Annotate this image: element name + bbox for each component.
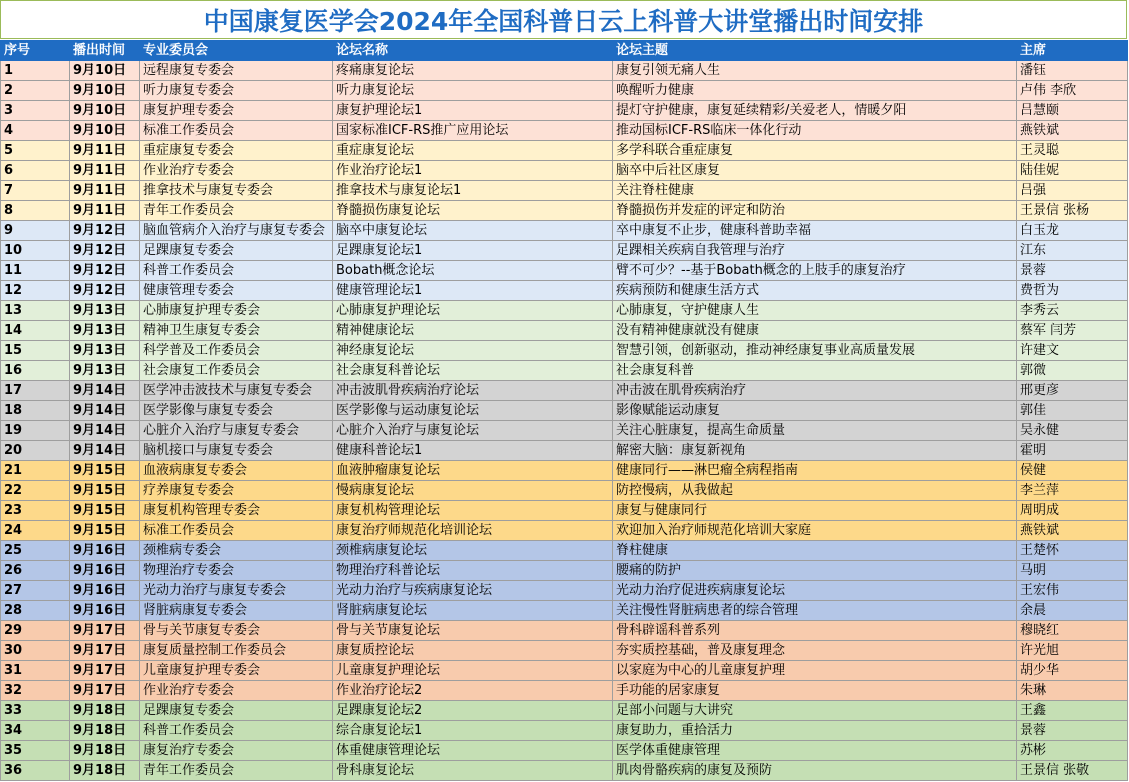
cell-chair[interactable]: 白玉龙 — [1017, 221, 1128, 241]
cell-forum-topic[interactable]: 医学体重健康管理 — [613, 741, 1017, 761]
table-row — [1, 461, 1128, 481]
cell-forum-name[interactable]: 推拿技术与康复论坛1 — [333, 181, 613, 201]
table-row — [1, 581, 1128, 601]
table-row — [1, 601, 1128, 621]
cell-forum-topic[interactable]: 卒中康复不止步，健康科普助幸福 — [613, 221, 1017, 241]
cell-chair[interactable]: 王景信 张敬 — [1017, 761, 1128, 781]
cell-forum-topic[interactable]: 以家庭为中心的儿童康复护理 — [613, 661, 1017, 681]
cell-forum-name[interactable]: 医学影像与运动康复论坛 — [333, 401, 613, 421]
cell-forum-topic[interactable]: 光动力治疗促进疾病康复论坛 — [613, 581, 1017, 601]
cell-air-time[interactable]: 9月14日 — [70, 401, 140, 421]
cell-committee[interactable]: 精神卫生康复专委会 — [140, 321, 333, 341]
page-title: 中国康复医学会2024年全国科普日云上科普大讲堂播出时间安排 — [203, 6, 924, 36]
cell-air-time[interactable]: 9月13日 — [70, 361, 140, 381]
table-row — [1, 241, 1128, 261]
table-row — [1, 561, 1128, 581]
cell-forum-name[interactable]: 足踝康复论坛2 — [333, 701, 613, 721]
cell-chair[interactable]: 周明成 — [1017, 501, 1128, 521]
cell-forum-name[interactable]: 社会康复科普论坛 — [333, 361, 613, 381]
cell-index[interactable]: 23 — [1, 501, 70, 521]
cell-committee[interactable]: 康复质量控制工作委员会 — [140, 641, 333, 661]
cell-committee[interactable]: 作业治疗专委会 — [140, 161, 333, 181]
cell-forum-topic[interactable]: 臂不可少？--基于Bobath概念的上肢手的康复治疗 — [613, 261, 1017, 281]
cell-index[interactable]: 32 — [1, 681, 70, 701]
cell-chair[interactable]: 江东 — [1017, 241, 1128, 261]
cell-chair[interactable]: 郭佳 — [1017, 401, 1128, 421]
table-row — [1, 681, 1128, 701]
cell-forum-name[interactable]: 足踝康复论坛1 — [333, 241, 613, 261]
cell-forum-topic[interactable]: 疾病预防和健康生活方式 — [613, 281, 1017, 301]
cell-forum-name[interactable]: 康复质控论坛 — [333, 641, 613, 661]
cell-committee[interactable]: 疗养康复专委会 — [140, 481, 333, 501]
cell-forum-name[interactable]: 心脏介入治疗与康复论坛 — [333, 421, 613, 441]
cell-forum-topic[interactable]: 腰痛的防护 — [613, 561, 1017, 581]
cell-index[interactable]: 34 — [1, 721, 70, 741]
cell-chair[interactable]: 燕铁斌 — [1017, 521, 1128, 541]
cell-index[interactable]: 31 — [1, 661, 70, 681]
cell-air-time[interactable]: 9月12日 — [70, 241, 140, 261]
cell-committee[interactable]: 健康管理专委会 — [140, 281, 333, 301]
cell-forum-topic[interactable]: 足部小问题与大讲究 — [613, 701, 1017, 721]
cell-committee[interactable]: 康复治疗专委会 — [140, 741, 333, 761]
table-row — [1, 81, 1128, 101]
cell-forum-name[interactable]: 血液肿瘤康复论坛 — [333, 461, 613, 481]
cell-air-time[interactable]: 9月16日 — [70, 601, 140, 621]
cell-index[interactable]: 3 — [1, 101, 70, 121]
cell-forum-name[interactable]: 听力康复论坛 — [333, 81, 613, 101]
cell-chair[interactable]: 马明 — [1017, 561, 1128, 581]
cell-air-time[interactable]: 9月13日 — [70, 321, 140, 341]
cell-forum-name[interactable]: 作业治疗论坛2 — [333, 681, 613, 701]
cell-forum-name[interactable]: 精神健康论坛 — [333, 321, 613, 341]
cell-committee[interactable]: 心脏介入治疗与康复专委会 — [140, 421, 333, 441]
cell-committee[interactable]: 社会康复工作委员会 — [140, 361, 333, 381]
cell-air-time[interactable]: 9月16日 — [70, 581, 140, 601]
cell-committee[interactable]: 科普工作委员会 — [140, 261, 333, 281]
cell-committee[interactable]: 肾脏病康复专委会 — [140, 601, 333, 621]
cell-forum-topic[interactable]: 关注脊柱健康 — [613, 181, 1017, 201]
table-row — [1, 761, 1128, 781]
cell-forum-topic[interactable]: 足踝相关疾病自我管理与治疗 — [613, 241, 1017, 261]
cell-forum-name[interactable]: 肾脏病康复论坛 — [333, 601, 613, 621]
cell-forum-topic[interactable]: 社会康复科普 — [613, 361, 1017, 381]
cell-forum-name[interactable]: 健康管理论坛1 — [333, 281, 613, 301]
cell-chair[interactable]: 李兰萍 — [1017, 481, 1128, 501]
cell-chair[interactable]: 卢伟 李欣 — [1017, 81, 1128, 101]
cell-air-time[interactable]: 9月13日 — [70, 341, 140, 361]
table-row — [1, 661, 1128, 681]
cell-index[interactable]: 13 — [1, 301, 70, 321]
cell-forum-name[interactable]: 国家标准ICF-RS推广应用论坛 — [333, 121, 613, 141]
cell-forum-name[interactable]: 重症康复论坛 — [333, 141, 613, 161]
cell-chair[interactable]: 穆晓红 — [1017, 621, 1128, 641]
cell-index[interactable]: 18 — [1, 401, 70, 421]
cell-index[interactable]: 30 — [1, 641, 70, 661]
table-row — [1, 721, 1128, 741]
cell-forum-name[interactable]: 骨科康复论坛 — [333, 761, 613, 781]
cell-forum-topic[interactable]: 唤醒听力健康 — [613, 81, 1017, 101]
table-row — [1, 281, 1128, 301]
cell-chair[interactable]: 李秀云 — [1017, 301, 1128, 321]
cell-committee[interactable]: 脑血管病介入治疗与康复专委会 — [140, 221, 333, 241]
header-forum-topic[interactable]: 论坛主题 — [613, 41, 1017, 61]
cell-air-time[interactable]: 9月18日 — [70, 741, 140, 761]
cell-chair[interactable]: 胡少华 — [1017, 661, 1128, 681]
cell-forum-topic[interactable]: 关注慢性肾脏病患者的综合管理 — [613, 601, 1017, 621]
cell-forum-name[interactable]: 健康科普论坛1 — [333, 441, 613, 461]
cell-chair[interactable]: 吴永健 — [1017, 421, 1128, 441]
header-forum-name[interactable]: 论坛名称 — [333, 41, 613, 61]
cell-chair[interactable]: 吕强 — [1017, 181, 1128, 201]
cell-chair[interactable]: 苏彬 — [1017, 741, 1128, 761]
cell-forum-name[interactable]: 康复护理论坛1 — [333, 101, 613, 121]
table-row — [1, 221, 1128, 241]
page-title-cell — [0, 0, 1127, 39]
cell-index[interactable]: 1 — [1, 61, 70, 81]
cell-forum-name[interactable]: Bobath概念论坛 — [333, 261, 613, 281]
cell-index[interactable]: 15 — [1, 341, 70, 361]
cell-air-time[interactable]: 9月11日 — [70, 141, 140, 161]
table-row — [1, 101, 1128, 121]
cell-air-time[interactable]: 9月12日 — [70, 281, 140, 301]
cell-air-time[interactable]: 9月10日 — [70, 81, 140, 101]
cell-index[interactable]: 7 — [1, 181, 70, 201]
cell-air-time[interactable]: 9月17日 — [70, 641, 140, 661]
cell-forum-name[interactable]: 冲击波肌骨疾病治疗论坛 — [333, 381, 613, 401]
cell-index[interactable]: 19 — [1, 421, 70, 441]
cell-index[interactable]: 8 — [1, 201, 70, 221]
cell-forum-name[interactable]: 康复机构管理论坛 — [333, 501, 613, 521]
cell-air-time[interactable]: 9月17日 — [70, 681, 140, 701]
table-row — [1, 521, 1128, 541]
table-row — [1, 421, 1128, 441]
cell-forum-topic[interactable]: 冲击波在肌骨疾病治疗 — [613, 381, 1017, 401]
table-row — [1, 121, 1128, 141]
table-row — [1, 621, 1128, 641]
cell-forum-topic[interactable]: 脊髓损伤并发症的评定和防治 — [613, 201, 1017, 221]
table-row — [1, 401, 1128, 421]
cell-forum-topic[interactable]: 骨科辟谣科普系列 — [613, 621, 1017, 641]
cell-index[interactable]: 12 — [1, 281, 70, 301]
cell-forum-topic[interactable]: 肌肉骨骼疾病的康复及预防 — [613, 761, 1017, 781]
table-row — [1, 541, 1128, 561]
table-row — [1, 161, 1128, 181]
cell-index[interactable]: 25 — [1, 541, 70, 561]
cell-forum-topic[interactable]: 夯实质控基础，普及康复理念 — [613, 641, 1017, 661]
cell-forum-topic[interactable]: 健康同行——淋巴瘤全病程指南 — [613, 461, 1017, 481]
cell-forum-topic[interactable]: 康复与健康同行 — [613, 501, 1017, 521]
cell-index[interactable]: 20 — [1, 441, 70, 461]
cell-chair[interactable]: 许建文 — [1017, 341, 1128, 361]
cell-committee[interactable]: 医学影像与康复专委会 — [140, 401, 333, 421]
cell-forum-topic[interactable]: 多学科联合重症康复 — [613, 141, 1017, 161]
cell-forum-topic[interactable]: 关注心脏康复，提高生命质量 — [613, 421, 1017, 441]
cell-air-time[interactable]: 9月10日 — [70, 101, 140, 121]
cell-air-time[interactable]: 9月14日 — [70, 441, 140, 461]
cell-chair[interactable]: 王灵聪 — [1017, 141, 1128, 161]
header-index[interactable]: 序号 — [1, 41, 70, 61]
cell-air-time[interactable]: 9月18日 — [70, 721, 140, 741]
cell-index[interactable]: 10 — [1, 241, 70, 261]
header-air-time[interactable]: 播出时间 — [70, 41, 140, 61]
cell-committee[interactable]: 推拿技术与康复专委会 — [140, 181, 333, 201]
cell-forum-name[interactable]: 神经康复论坛 — [333, 341, 613, 361]
cell-chair[interactable]: 许光旭 — [1017, 641, 1128, 661]
cell-air-time[interactable]: 9月11日 — [70, 161, 140, 181]
cell-committee[interactable]: 血液病康复专委会 — [140, 461, 333, 481]
cell-air-time[interactable]: 9月14日 — [70, 421, 140, 441]
cell-index[interactable]: 16 — [1, 361, 70, 381]
cell-committee[interactable]: 脑机接口与康复专委会 — [140, 441, 333, 461]
cell-air-time[interactable]: 9月16日 — [70, 561, 140, 581]
table-row — [1, 341, 1128, 361]
cell-committee[interactable]: 医学冲击波技术与康复专委会 — [140, 381, 333, 401]
cell-air-time[interactable]: 9月12日 — [70, 261, 140, 281]
cell-forum-name[interactable]: 慢病康复论坛 — [333, 481, 613, 501]
cell-chair[interactable]: 燕铁斌 — [1017, 121, 1128, 141]
cell-committee[interactable]: 远程康复专委会 — [140, 61, 333, 81]
cell-committee[interactable]: 标准工作委员会 — [140, 521, 333, 541]
cell-air-time[interactable]: 9月15日 — [70, 501, 140, 521]
cell-air-time[interactable]: 9月12日 — [70, 221, 140, 241]
cell-forum-name[interactable]: 疼痛康复论坛 — [333, 61, 613, 81]
table-row — [1, 261, 1128, 281]
cell-air-time[interactable]: 9月18日 — [70, 761, 140, 781]
cell-committee[interactable]: 颈椎病专委会 — [140, 541, 333, 561]
cell-air-time[interactable]: 9月13日 — [70, 301, 140, 321]
cell-committee[interactable]: 青年工作委员会 — [140, 761, 333, 781]
cell-index[interactable]: 17 — [1, 381, 70, 401]
cell-forum-name[interactable]: 骨与关节康复论坛 — [333, 621, 613, 641]
cell-chair[interactable]: 王景信 张杨 — [1017, 201, 1128, 221]
cell-air-time[interactable]: 9月15日 — [70, 521, 140, 541]
header-committee[interactable]: 专业委员会 — [140, 41, 333, 61]
table-row — [1, 641, 1128, 661]
cell-air-time[interactable]: 9月14日 — [70, 381, 140, 401]
cell-chair[interactable]: 王宏伟 — [1017, 581, 1128, 601]
cell-chair[interactable]: 景蓉 — [1017, 261, 1128, 281]
cell-chair[interactable]: 霍明 — [1017, 441, 1128, 461]
cell-committee[interactable]: 足踝康复专委会 — [140, 241, 333, 261]
cell-air-time[interactable]: 9月11日 — [70, 201, 140, 221]
cell-committee[interactable]: 科学普及工作委员会 — [140, 341, 333, 361]
cell-committee[interactable]: 儿童康复护理专委会 — [140, 661, 333, 681]
table-row — [1, 701, 1128, 721]
cell-forum-name[interactable]: 康复治疗师规范化培训论坛 — [333, 521, 613, 541]
cell-chair[interactable]: 王楚怀 — [1017, 541, 1128, 561]
cell-index[interactable]: 27 — [1, 581, 70, 601]
cell-committee[interactable]: 骨与关节康复专委会 — [140, 621, 333, 641]
cell-index[interactable]: 36 — [1, 761, 70, 781]
cell-index[interactable]: 9 — [1, 221, 70, 241]
cell-index[interactable]: 29 — [1, 621, 70, 641]
cell-index[interactable]: 5 — [1, 141, 70, 161]
cell-air-time[interactable]: 9月15日 — [70, 481, 140, 501]
cell-forum-topic[interactable]: 欢迎加入治疗师规范化培训大家庭 — [613, 521, 1017, 541]
cell-forum-topic[interactable]: 防控慢病，从我做起 — [613, 481, 1017, 501]
cell-air-time[interactable]: 9月15日 — [70, 461, 140, 481]
cell-committee[interactable]: 青年工作委员会 — [140, 201, 333, 221]
cell-forum-name[interactable]: 综合康复论坛1 — [333, 721, 613, 741]
cell-index[interactable]: 26 — [1, 561, 70, 581]
cell-forum-topic[interactable]: 影像赋能运动康复 — [613, 401, 1017, 421]
table-row — [1, 321, 1128, 341]
cell-forum-name[interactable]: 脊髓损伤康复论坛 — [333, 201, 613, 221]
cell-committee[interactable]: 标准工作委员会 — [140, 121, 333, 141]
cell-committee[interactable]: 物理治疗专委会 — [140, 561, 333, 581]
cell-air-time[interactable]: 9月18日 — [70, 701, 140, 721]
cell-air-time[interactable]: 9月10日 — [70, 121, 140, 141]
table-row — [1, 501, 1128, 521]
cell-committee[interactable]: 足踝康复专委会 — [140, 701, 333, 721]
table-row — [1, 201, 1128, 221]
cell-forum-topic[interactable]: 智慧引领，创新驱动，推动神经康复事业高质量发展 — [613, 341, 1017, 361]
cell-forum-topic[interactable]: 解密大脑：康复新视角 — [613, 441, 1017, 461]
cell-committee[interactable]: 重症康复专委会 — [140, 141, 333, 161]
cell-chair[interactable]: 景蓉 — [1017, 721, 1128, 741]
table-row — [1, 441, 1128, 461]
cell-forum-topic[interactable]: 推动国标ICF-RS临床一体化行动 — [613, 121, 1017, 141]
schedule-table — [0, 40, 1128, 781]
cell-index[interactable]: 2 — [1, 81, 70, 101]
cell-index[interactable]: 33 — [1, 701, 70, 721]
cell-forum-name[interactable]: 心肺康复护理论坛 — [333, 301, 613, 321]
cell-forum-topic[interactable]: 康复引领无痛人生 — [613, 61, 1017, 81]
table-row — [1, 141, 1128, 161]
cell-index[interactable]: 28 — [1, 601, 70, 621]
cell-forum-name[interactable]: 颈椎病康复论坛 — [333, 541, 613, 561]
cell-forum-topic[interactable]: 脑卒中后社区康复 — [613, 161, 1017, 181]
cell-chair[interactable]: 费哲为 — [1017, 281, 1128, 301]
cell-air-time[interactable]: 9月17日 — [70, 621, 140, 641]
cell-committee[interactable]: 康复机构管理专委会 — [140, 501, 333, 521]
cell-forum-topic[interactable]: 康复助力，重拾活力 — [613, 721, 1017, 741]
cell-index[interactable]: 6 — [1, 161, 70, 181]
cell-chair[interactable]: 郭微 — [1017, 361, 1128, 381]
cell-chair[interactable]: 吕慧颐 — [1017, 101, 1128, 121]
cell-chair[interactable]: 侯健 — [1017, 461, 1128, 481]
cell-air-time[interactable]: 9月16日 — [70, 541, 140, 561]
cell-index[interactable]: 11 — [1, 261, 70, 281]
cell-chair[interactable]: 余晨 — [1017, 601, 1128, 621]
cell-index[interactable]: 4 — [1, 121, 70, 141]
cell-forum-name[interactable]: 物理治疗科普论坛 — [333, 561, 613, 581]
table-row — [1, 61, 1128, 81]
cell-chair[interactable]: 蔡军 闫芳 — [1017, 321, 1128, 341]
cell-forum-topic[interactable]: 脊柱健康 — [613, 541, 1017, 561]
cell-chair[interactable]: 邢更彦 — [1017, 381, 1128, 401]
cell-chair[interactable]: 王鑫 — [1017, 701, 1128, 721]
cell-air-time[interactable]: 9月17日 — [70, 661, 140, 681]
cell-index[interactable]: 35 — [1, 741, 70, 761]
cell-forum-name[interactable]: 体重健康管理论坛 — [333, 741, 613, 761]
cell-forum-topic[interactable]: 手功能的居家康复 — [613, 681, 1017, 701]
table-row — [1, 301, 1128, 321]
cell-committee[interactable]: 光动力治疗与康复专委会 — [140, 581, 333, 601]
cell-air-time[interactable]: 9月10日 — [70, 61, 140, 81]
cell-index[interactable]: 21 — [1, 461, 70, 481]
table-row — [1, 481, 1128, 501]
cell-forum-topic[interactable]: 心肺康复，守护健康人生 — [613, 301, 1017, 321]
cell-air-time[interactable]: 9月11日 — [70, 181, 140, 201]
table-row — [1, 741, 1128, 761]
cell-forum-topic[interactable]: 提灯守护健康，康复延续精彩/关爱老人，情暖夕阳 — [613, 101, 1017, 121]
cell-index[interactable]: 14 — [1, 321, 70, 341]
cell-forum-name[interactable]: 脑卒中康复论坛 — [333, 221, 613, 241]
cell-index[interactable]: 24 — [1, 521, 70, 541]
cell-committee[interactable]: 听力康复专委会 — [140, 81, 333, 101]
cell-chair[interactable]: 潘钰 — [1017, 61, 1128, 81]
table-row — [1, 361, 1128, 381]
table-row — [1, 181, 1128, 201]
cell-index[interactable]: 22 — [1, 481, 70, 501]
cell-committee[interactable]: 心肺康复护理专委会 — [140, 301, 333, 321]
cell-forum-topic[interactable]: 没有精神健康就没有健康 — [613, 321, 1017, 341]
cell-chair[interactable]: 陆佳妮 — [1017, 161, 1128, 181]
cell-committee[interactable]: 康复护理专委会 — [140, 101, 333, 121]
header-row — [1, 41, 1128, 61]
cell-committee[interactable]: 作业治疗专委会 — [140, 681, 333, 701]
table-row — [1, 381, 1128, 401]
cell-chair[interactable]: 朱琳 — [1017, 681, 1128, 701]
cell-forum-name[interactable]: 儿童康复护理论坛 — [333, 661, 613, 681]
cell-forum-name[interactable]: 光动力治疗与疾病康复论坛 — [333, 581, 613, 601]
cell-committee[interactable]: 科普工作委员会 — [140, 721, 333, 741]
cell-forum-name[interactable]: 作业治疗论坛1 — [333, 161, 613, 181]
header-chair[interactable]: 主席 — [1017, 41, 1128, 61]
